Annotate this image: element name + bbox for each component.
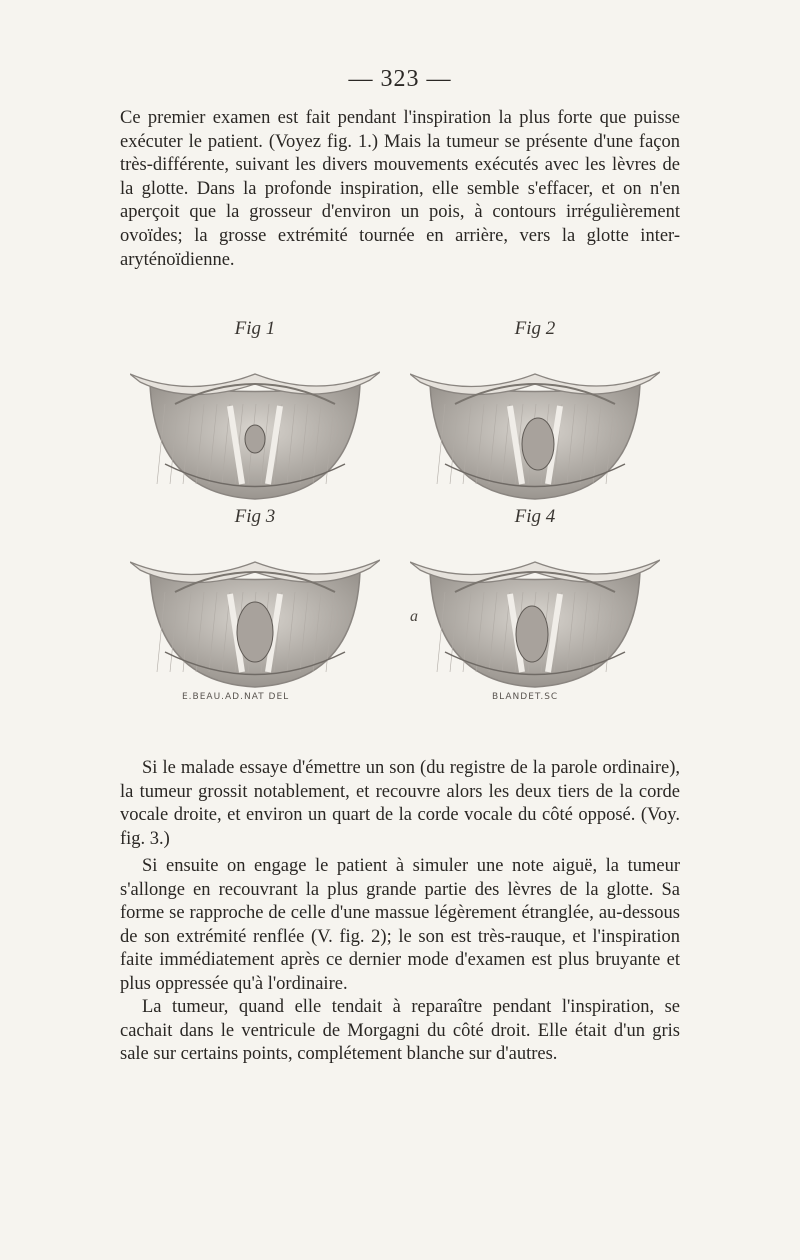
figure-1-caption: Fig 1	[234, 318, 276, 339]
figure-3-caption: Fig 3	[234, 506, 276, 527]
larynx-illustration-4	[410, 532, 660, 692]
figure-4	[410, 506, 660, 696]
larynx-illustration-2	[410, 344, 660, 504]
paragraph-4: La tumeur, quand elle tendait à reparaître pendant l'inspiration, se cachait dans le ventricule de Morgagni du côté droit. Elle était d'un gris sale sur certains points, complétement blanche sur d'autres.	[120, 997, 680, 1065]
paragraph-1: Ce premier examen est fait pendant l'inspiration la plus forte que puisse exécuter le patient. (Voyez fig. 1.) Mais la tumeur se présente d'une façon très-différente, suivant les divers mouvements exécutés avec les lèvres de la glotte. Dans la profonde inspiration, elle semble s'effacer, et on n'en aperçoit que la grosseur d'environ un pois, à contours irrégulièrement ovoïdes; la grosse extrémité tournée en arrière, vers la glotte inter-aryténoïdienne.	[120, 108, 680, 270]
figure-2	[410, 318, 660, 508]
engraving-credit-engraver: BLANDET.SC	[492, 692, 559, 702]
figure-1	[130, 318, 380, 508]
larynx-illustration-3	[130, 532, 380, 692]
larynx-illustration-1	[130, 344, 380, 504]
figure-4-caption: Fig 4	[514, 506, 556, 527]
paragraph-3: Si ensuite on engage le patient à simuler une note aiguë, la tumeur s'allonge en recouvrant la plus grande partie des lèvres de la glotte. Sa forme se rapproche de celle d'une massue légèrement étranglée, au-dessous de son extrémité renflée (V. fig. 2); le son est très-rauque, et l'inspiration faite immédiatement après ce dernier mode d'examen est plus bruyante et plus oppressée qu'à l'ordinaire.	[120, 856, 680, 994]
paragraph-2: Si le malade essaye d'émettre un son (du registre de la parole ordinaire), la tumeur grossit notablement, et recouvre alors les deux tiers de la corde vocale droite, et environ un quart de la corde vocale du côté opposé. (Voy. fig. 3.)	[120, 758, 680, 849]
engraving-credit-draftsman: E.BEAU.AD.NAT DEL	[182, 692, 290, 702]
figure-4-label-a: a	[410, 608, 418, 625]
laryngoscope-plate	[120, 318, 680, 718]
figure-2-caption: Fig 2	[514, 318, 556, 339]
page-number: — 323 —	[348, 66, 452, 92]
figure-3	[130, 506, 380, 696]
